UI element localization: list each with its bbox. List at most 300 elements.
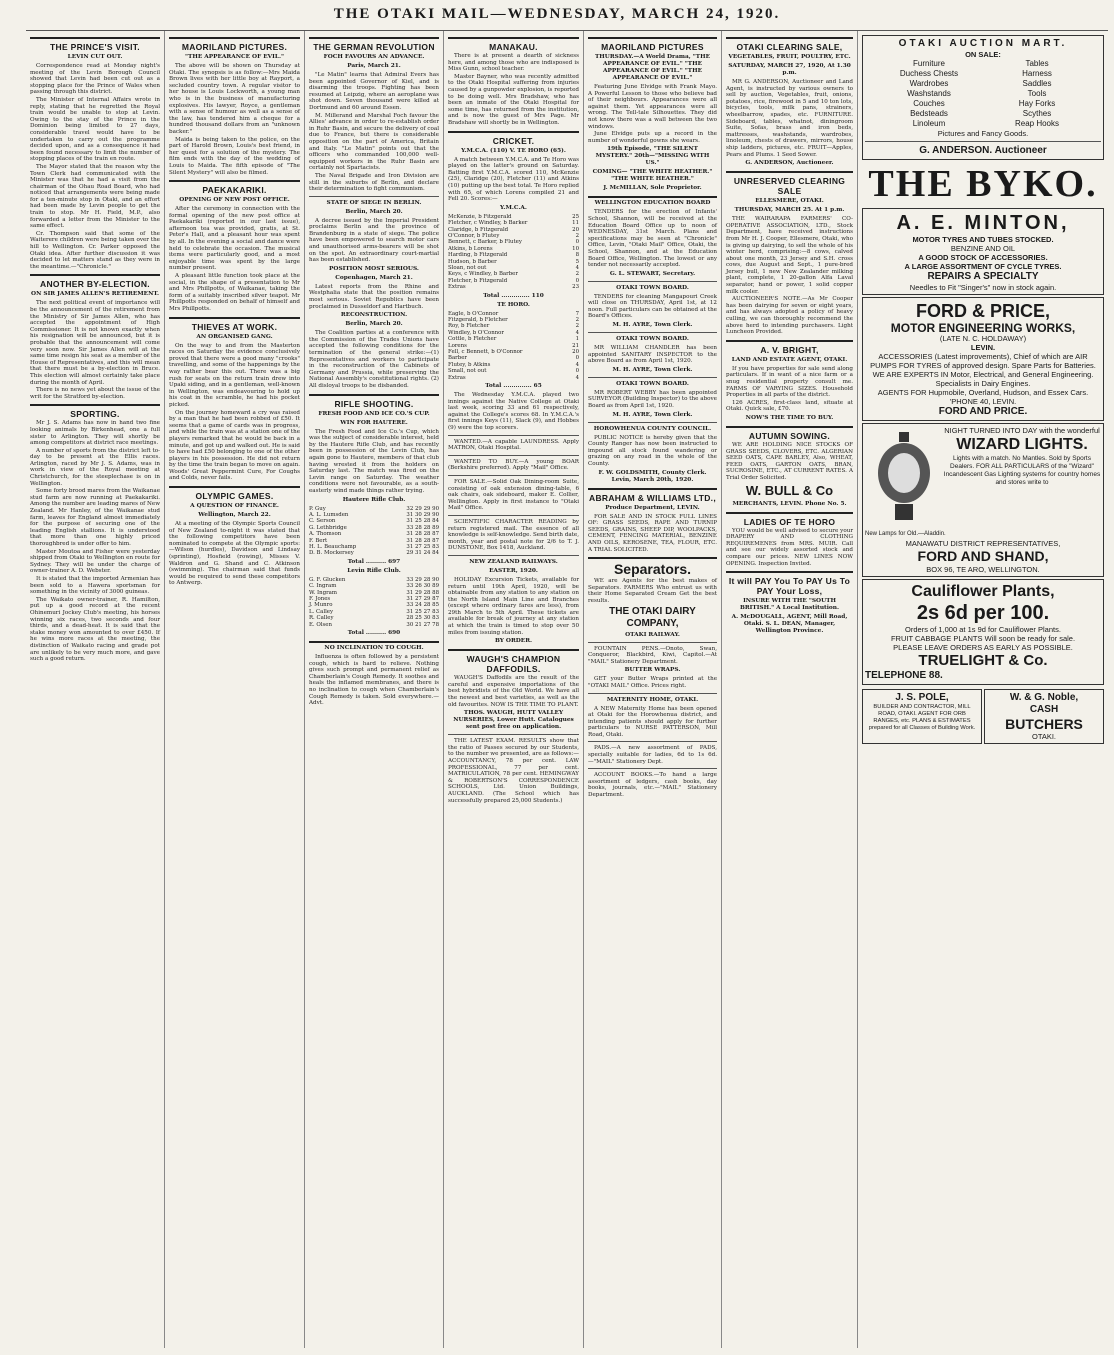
signature: F. W. GOLDSMITH, County Clerk. Levin, March 20th, 1920.	[598, 469, 707, 483]
ad-line: WE ARE EXPERTS IN Motor, Electrical, and General Engineering. Specialists in Dairy Engines.	[872, 370, 1094, 388]
paragraph: Mr J. S. Adams has now in hand two fine looking animals by Birkenhead, one a full sister to Arlington. They will shortly be among competitors at district race meetings.	[30, 420, 160, 447]
score: 33 28 28 89	[406, 524, 439, 531]
score: 0	[575, 368, 579, 375]
paragraph: Maida is being taken to the police, on the part of Harold Brown, Louis's best friend, in her quest for a solution of the mystery. The film ends with the day of the wedding of Louis to Maida. The fifth episode of "The Silent Mystery" will also be filmed.	[169, 136, 300, 176]
column-1	[26, 31, 165, 1348]
ad-line: TELEPHONE 88.	[865, 670, 943, 681]
table-row	[309, 622, 439, 628]
table-row	[448, 375, 579, 381]
player-name: Lorens	[448, 342, 467, 349]
score: 29 31 24 84	[406, 550, 439, 557]
ad-ford-price	[862, 297, 1104, 421]
paragraph: Master Bayner, who was recently admitted to the Otaki Hospital suffering from injuries caused by a gunpowder explosion, is reported to be doing well. Mrs Bradshaw, who has been an inmate of the Otaki Hospital for some time, has returned from the institution, and is now the guest of Mrs Page. Mr Bradshaw will shortly be in Wellington.	[448, 73, 579, 126]
paragraph: HOLIDAY Excursion Tickets, available for return until 19th April, 1920, will be obtainable from any station to any station on the North Island Main Line and Branches (except where ordinary fares are less), from 29th March to 5th April. These tickets are available for break of journey at any station at which the train is timed to stop over 50 miles from issuing station.	[448, 576, 579, 636]
paragraph: On the way to and from the Masterton races on Saturday the evidence conclusively proved that there were a good many "crooks" travelling, and some of the happenings by the way rather bear this out. There was a big rush for seats on the return train drew into Upaki siding, and in a gentleman, well-known in Wellington, was endeavouring to hold up his coat in the scramble, he had his pocket picked.	[169, 342, 300, 408]
paragraph: WAUGH'S Daffodils are the result of the careful and expensive importations of the best hybridists of the Old World. We have all the newest and best varieties, as well as the old favourites. NOW IS THE TIME TO PLANT.	[448, 675, 579, 708]
paragraph: GET your Butter Wraps printed at the "OTAKI MAIL" Office. Prices right.	[588, 676, 717, 689]
player-name: E. Olsen	[309, 621, 332, 628]
ymca-scores-table	[448, 214, 579, 291]
subhead: THURSDAY.—A World Drama, "THE APPEARANCE OF EVIL." "THE APPEARANCE OF EVIL." "THE APPEARANCE OF EVIL."	[594, 54, 711, 81]
ad-line: Orders of 1,000 at 1s 9d for Cauliflower Plants.	[905, 625, 1061, 634]
paragraph: Cr. Thompson said that some of the Waiterere children were being taken over the hill to Wellington. Cr. Parker opposed the Otaki idea. After further discussion it was decided to let matters stand as they were in the meantime.—"Chronicle."	[30, 230, 160, 270]
paragraph: There is at present a dearth of sickness here, and among those who are indisposed is Miss Gunn, school teacher.	[448, 53, 579, 73]
paragraph: A pleasant little function took place at the social, in the shape of a presentation to Mr and Mrs Phillpotts, of Waikanae, taking the form of a suitably inscribed silver teapot. Mr Phillpotts responded on behalf of himself and Mrs Phillpotts.	[169, 273, 300, 312]
list-item: Washstands	[907, 89, 951, 98]
headline-thieves: THIEVES AT WORK.	[191, 321, 278, 332]
player-name: C. Serson	[309, 518, 336, 525]
paragraph: The Waikato owner-trainer, R. Hamilton, put up a good record at the recent Ohinemuri Jockey Club's meeting, his horses winning six races, two seconds and four thirds, and a dead-heat. It is said that the stake money won amounted to over £450. If he wins more races at the meeting, the distinction of Waikato racing and grade pot are unlikely to be very much more, and gave such a good return.	[30, 596, 160, 663]
paragraph: The Mayor stated that the reason why the Town Clerk had communicated with the Minister was that he had a visit from the chairman of the Ohau Road Board, who had noticed that arrangements were being made for a ten-minute stop in Otaki, and an effort had been made by Levin people to get the train to stop. Mr H. Field, M.P., also forwarded a letter from the Minister to the same effect.	[30, 163, 160, 230]
paragraph: A number of sports from the district left to-day to be present at the Ellis races. Arlington, raced by Mr J. S. Adams, was in work in view of the Royal meeting at Christchurch, for the steeplechase is on in Wellington.	[30, 447, 160, 487]
paragraph: It is stated that the imported Armenian has been sold to a Hawera sportsman for something in the vicinity of 3000 guineas.	[30, 575, 160, 596]
headline-separators: Separators.	[613, 561, 692, 578]
newspaper-page	[26, 30, 1108, 1348]
player-name: Fitzgerald, b Fletcher	[448, 316, 508, 323]
ad-line: MANAWATU DISTRICT REPRESENTATIVES,	[905, 539, 1061, 548]
paragraph: "Le Matin" learns that Admiral Evers has been appointed Governor of Kiel, and is disarming the troops. Fighting has been resumed at Leipzig, where an aeroplane was shot down. Seven thousand were killed at Dortmund and 60 around Essen.	[309, 72, 439, 111]
hautere-scores-table	[309, 506, 439, 557]
headline-unreserved-sale: UNRESERVED CLEARING SALE	[733, 176, 846, 197]
signature: BY ORDER.	[494, 638, 533, 645]
classified-ad: WANTED.—A capable LAUNDRESS. Apply MATRON, Otaki Hospital.	[448, 438, 579, 452]
ad-line: MOTOR TYRES AND TUBES STOCKED.	[912, 235, 1054, 244]
dateline: Paris, March 21.	[347, 63, 401, 69]
list-item: Linoleum	[912, 119, 946, 128]
player-name: Fell, c Bennett, b O'Connor	[448, 349, 523, 355]
player-name: H. L. Beauchamp	[309, 543, 357, 550]
score: 31 30 29 90	[406, 511, 439, 518]
paragraph: The above will be shown on Thursday at Otaki. The synopsis is as follow:—Mrs Maida Brown lives with her little boy at Rayport, a secluded country town. A regular visitor to her house is Louis Lockworth, a young man who is in the business of manufacturing explosives. His lawyer, Royce, a gentleman with a sense of humour as well as a sense of the law, has tendered him a cheque for a hundred thousand dollars from an "unknown backer."	[169, 63, 300, 135]
paragraph: A NEW Maternity Home has been opened at Otaki for the Horowhenua district, and intending patients should apply for further particulars to NURSE PATTERSON, Mill Road, Otaki.	[588, 705, 717, 738]
player-name: Bennett, c Barker, b Flutey	[448, 239, 522, 246]
headline-autumn-sowing: AUTUMN SOWING.	[748, 430, 831, 441]
paragraph: On the journey homeward a cry was raised by a man that he had been robbed of £50. It seems that a game of cards was in progress, and while the train was at a station one of the players remarked that he would be back in a minute, and got up and walked out. He is said to have had £50 belonging to one of the other players in his possession. He did not return by the time the train began to move on again. Woods' Great Peppermint Cure, For Coughs and Colds, never fails.	[169, 409, 300, 482]
ad-signature: G. ANDERSON. Auctioneer	[919, 145, 1047, 156]
score: 4	[575, 264, 579, 271]
ad-line: BENZINE AND OIL	[950, 244, 1016, 253]
score: 20	[572, 349, 579, 355]
lamp-icon	[869, 428, 939, 528]
score: 8	[575, 252, 579, 259]
player-name: A. Thomson	[309, 531, 342, 538]
ad-footer: Pictures and Fancy Goods.	[937, 129, 1029, 138]
player-name: O'Connor, b Flutey	[448, 232, 500, 239]
paragraph: MR ROBERT WEBBY has been appointed SURVEYOR (Building Inspector) to the above Board as from April 1st, 1920.	[588, 389, 717, 410]
paragraph: M. Millerand and Marshal Foch favour the Allies' advance in order to re-establish order in Ruhr Basin, and secure the delivery of coal due to France, but there is considerable opposition on the part of America, Britain and Italy. "Le Matin" points out that the officers who commanded 100,000 well-equipped workers in the Ruhr Basin are certainly not Spartacists.	[309, 112, 439, 172]
paragraph: There is no news yet about the issue of the writ for the Stratford by-election.	[30, 387, 160, 400]
player-name: Cottle, b Fletcher	[448, 336, 497, 343]
player-name: L. Calley	[309, 608, 334, 615]
ad-line: PLEASE LEAVE ORDERS AS EARLY AS POSSIBLE.	[893, 643, 1073, 652]
paragraph: THE WAIRARAPA FARMERS' CO-OPERATIVE ASSOCIATION, LTD., Stock Department, have received instructions from Mr H. J. Cooper, Ellesmere, Otaki, who is giving up dairying, to sell the whole of his winter herd, comprising:—8 cows, calved about one month, 23 Jersey and S.H. cross cows, due August and Sept., 1 pure-bred Jersey bull, 1 new New Zealander milking plant, complete, 1 20-gallon Alfa Laval separator, hand or power, 1 solid copper milk cooler.	[726, 216, 853, 295]
score: 2	[575, 316, 579, 323]
paragraph: MR WILLIAM CHANDLER has been appointed SANITARY INSPECTOR to the above Board as from April 1st, 1920.	[588, 345, 717, 365]
signature: M. H. AYRE, Town Clerk.	[612, 322, 693, 329]
score: 31 25 28 84	[406, 518, 439, 525]
player-name: C. Ingram	[309, 583, 337, 590]
subhead: Y.M.C.A. (110) V. TE HORO (65).	[461, 147, 566, 154]
list-item: Harness	[1022, 69, 1052, 78]
list-item: Reap Hooks	[1014, 119, 1060, 128]
list-item: Bedsteads	[910, 109, 948, 118]
dateline: Wellington, March 22.	[198, 512, 271, 519]
subhead: NEW ZEALAND RAILWAYS.	[469, 558, 558, 565]
player-name: Sloan, not out	[448, 264, 487, 271]
headline-rifle-shooting: RIFLE SHOOTING.	[334, 398, 414, 409]
list-item: Couches	[913, 99, 945, 108]
headline-sporting: SPORTING.	[70, 409, 120, 420]
ad-cauliflower	[862, 579, 1104, 685]
list-item: Tables	[1025, 59, 1049, 68]
score: 1	[575, 336, 579, 343]
ad-line: BUILDER AND CONTRACTOR, MILL ROAD, OTAKI. AGENT FOR ORB RANGES, etc. PLANS & ESTIMATES prepared for all Classes of Building Work.	[868, 704, 976, 731]
subhead: MATERNITY HOME, OTAKI.	[606, 696, 699, 703]
paragraph: TENDERS for cleaning Mangapouri Creek will close on THURSDAY, April 1st, at 12 noon. Full particulars can be obtained at the Board's Offices.	[588, 293, 717, 320]
table-total: Total .............. 65	[485, 383, 542, 390]
paragraph: PADS.—A new assortment of PADS, specially suitable for ladies, 6d to 1s 6d.—"MAIL" Stationery Dept.	[588, 745, 717, 765]
player-name: G. Lethbridge	[309, 524, 347, 531]
player-name: G. F. Glucken	[309, 576, 346, 583]
score: 28 25 30 83	[406, 615, 439, 622]
column-4	[444, 31, 584, 1348]
paragraph: Influenza is often followed by a persistent cough, which is hard to relieve. Nothing gives such prompt and permanent relief as Chamberlain's Cough Remedy. It soothes and heals the inflamed membranes, and there is no inclination to cough when Chamberlain's Cough Remedy is taken. Sold everywhere.—Advt.	[309, 654, 439, 707]
player-name: D. B. Mockersey	[309, 550, 354, 557]
ad-title: Cauliflower Plants,	[911, 583, 1055, 600]
ad-line: 'PHONE 40, LEVIN.	[949, 397, 1017, 406]
headline-otaki-dairy: THE OTAKI DAIRY COMPANY,	[609, 605, 696, 629]
ad-line: Needles to Fit "Singer's" now in stock again.	[909, 283, 1057, 292]
headline-bright: A. V. BRIGHT,	[760, 344, 819, 355]
ad-title: A. E. MINTON,	[896, 212, 1070, 234]
te-horo-scores-table	[448, 311, 579, 381]
player-name: Roy, b Fletcher	[448, 323, 490, 330]
player-name: Harding, b Fitzgerald	[448, 252, 508, 259]
paragraph: MR G. ANDERSON, Auctioneer and Land Agent, is instructed by various owners to sell by auction, Vegetables, fruit, onions, potatoes, rice, firewood in 5 and 10 ton lots, bicycles, tools, milk pans, strainers, wheelbarrow, spades, etc. FURNITURE. Sideboard, tables, whatnot, diningroom Suite, Sofas, brass and iron beds, mattresses, washstands, wardrobes, linoleum, chests of drawers, mirrors, house ship ladders, pictures, etc. FRUIT—Apples, Pears and Plums. 1 Seed Sower.	[726, 79, 853, 158]
paragraph: FOR SALE AND IN STOCK FULL LINES OF: GRASS SEEDS, RAPE AND TURNIP SEEDS, GRAINS, SHEEP DIP, WOOLPACKS, CEMENT, FENCING MATERIAL, BENZINE AND OILS, KEROSENE, TEA, FLOUR, ETC. A TRIAL SOLICITED.	[588, 513, 717, 553]
score: 4	[575, 361, 579, 368]
levin-scores-table	[309, 577, 439, 628]
player-name: Keys, c Windley, b Barber	[448, 271, 518, 278]
subhead: STATE OF SIEGE IN BERLIN.	[326, 199, 422, 206]
ad-line: ACCESSORIES (Latest improvements), Chief of which are AIR PUMPS FOR TYRES of approved design. Spare Parts for Batteries.	[870, 352, 1096, 370]
subhead: OPENING OF NEW POST OFFICE.	[179, 197, 290, 204]
score: 25	[572, 213, 579, 220]
table-title: Hautere Rifle Club.	[342, 496, 406, 503]
paragraph: Featuring June Elvidge with Frank Mayo. A Powerful Lesson to those who believe bad of their neighbours. Appearances were all against them. Yet appearances were all wrong. The Tell-tale Silhouettes. They did not know there was a wall between the two windows.	[588, 84, 717, 130]
score: 0	[575, 277, 579, 284]
list-item: Furniture	[912, 59, 945, 68]
list-item: Tools	[1027, 89, 1047, 98]
subhead: LAND AND ESTATE AGENT, OTAKI.	[731, 356, 848, 363]
ad-line: AGENTS FOR Hupmobile, Overland, Hudson, and Essex Cars.	[877, 388, 1089, 397]
player-name: P. Guy	[309, 505, 326, 512]
subhead: WELLINGTON EDUCATION BOARD	[594, 200, 711, 207]
paragraph: The Fresh Food and Ice Co.'s Cup, which was the subject of considerable interest, held by the Hautere Rifle Club, and has recently been in possession of the Levin Club, has again gone to Hautere, members of that club having wrested it from the holders on Saturday last. The match was fired on the Levin range on Saturday. The weather conditions were not favourable, as a south-easterly wind made things rather trying.	[309, 428, 439, 494]
score: 0	[575, 239, 579, 246]
headline-daffodils: WAUGH'S CHAMPION DAFFODILS.	[466, 654, 561, 675]
headline-abraham-williams: ABRAHAM & WILLIAMS LTD.,	[589, 492, 716, 503]
ad-title: J. S. POLE,	[895, 692, 949, 703]
paragraph: At a meeting of the Olympic Sports Council of New Zealand to-night it was stated that the following competitors have been nominated to compete at the Olympic sports:—Wilson (hurdles), Davidson and Lindsay (sprinting), Hosfield (rowing), Misses V. Waldron and G. Shand and C. Atkinson (swimming). The chairman said that funds would be required to send these competitors to Antwerp.	[169, 521, 300, 587]
subhead: WIN FOR HAUTERE.	[340, 419, 408, 426]
ad-line: BUTCHERS	[1005, 716, 1083, 732]
ad-line: CASH	[1029, 704, 1059, 715]
paragraph: A decree issued by the Imperial President proclaims Berlin and the province of Brandenburg in a state of siege. The police have been empowered to search motor cars and unauthorised arms-bearers will be shot on the spot. An extraordinary court-martial has been established.	[309, 217, 439, 264]
ad-line: OTAKI.	[1031, 732, 1057, 741]
player-name: Extras	[448, 374, 466, 381]
subhead: OTAKI TOWN BOARD.	[616, 284, 689, 291]
score: 4	[575, 374, 579, 381]
paragraph: ACCOUNT BOOKS.—To hand a large assortment of ledgers, cash books, day books, journals, etc.—"MAIL" Stationery Department.	[588, 772, 717, 799]
player-name: Barber	[448, 355, 467, 362]
column-5	[584, 31, 722, 1348]
paragraph: The next political event of importance will be the announcement of the retirement from the Ministry of Sir James Allen, who has accepted the appointment of High Commissioner. It is not known exactly when his resignation will be announced, but it is probable that the announcement will come very soon now. Sir James Allen will at the same time resign his seat as a member of the House of Representatives, and this will mean that there must be a by-election in Bruce. This election will almost certainly take place during the month of April.	[30, 300, 160, 386]
ad-title: FORD & PRICE,	[915, 301, 1050, 321]
player-name: R. Calley	[309, 615, 334, 622]
column-7-ads	[858, 31, 1108, 1348]
list-item: Duchess Chests	[899, 69, 959, 78]
paragraph: June Elvidge puts up a record in the number of wonderful gowns she wears.	[588, 131, 717, 144]
score: 11	[572, 220, 579, 227]
paragraph: Correspondence read at Monday night's meeting of the Levin Borough Council showed that Levin had been cut out as a stopping place for the Prince of Wales when passing through this district.	[30, 63, 160, 96]
ad-price: 2s 6d per 100.	[916, 602, 1050, 624]
subhead: POSITION MOST SERIOUS.	[329, 265, 419, 272]
score: 5	[575, 258, 579, 265]
score: 31 28 28 87	[406, 537, 439, 544]
ad-line: REPAIRS A SPECIALTY	[927, 271, 1039, 282]
paragraph: Some forty brood mares from the Waikanae stud farm are now running at Paekakariki. Among the number are leading mares of New Zealand. Mr Hanley, of the Waikanae stud farm, leaves for England almost immediately for the purpose of securing one of the leading English stallions. It is understood that more than one highly priced thoroughbred is under offer to him.	[30, 488, 161, 547]
ad-title: OTAKI AUCTION MART.	[898, 38, 1068, 49]
ad-auction-mart	[862, 35, 1104, 160]
subhead: "THE APPEARANCE OF EVIL."	[185, 54, 284, 60]
list-item: Scythes	[1022, 109, 1052, 118]
dateline: THURSDAY, MARCH 25. At 1 p.m.	[734, 207, 845, 214]
ad-title: W. & G. Noble,	[1009, 692, 1079, 703]
headline-paekakariki: PAEKAKARIKI.	[202, 185, 267, 196]
paragraph: PUBLIC NOTICE is hereby given that the County Ranger has now been instructed to impound all stock found wandering or grazing on any road in the whole of the County.	[588, 434, 717, 467]
signature: G. L. STEWART, Secretary.	[609, 270, 696, 277]
ad-line: FORD AND PRICE.	[938, 406, 1028, 417]
paragraph: TENDERS for the erection of Infants' School, Shannon, will be received at the Education Board Office up to noon of WEDNESDAY, 31st March. Plans and specifications may be seen at "Chronicle" Office, Levin, "Otaki Mail" Office, Otaki, the School, Shannon, and at the Education Board Office, Wellington. The lowest or any tender not necessarily accepted.	[588, 209, 717, 269]
subhead: LEVIN CUT OUT.	[67, 54, 123, 60]
score: 31 25 27 83	[406, 608, 439, 615]
ad-line: Lights with a match. No Mantles. Sold by Sports Dealers. FOR ALL PARTICULARS of the "Wizard" Incandescent Gas Lighting systems for country homes and stores write to	[943, 455, 1101, 486]
paragraph: A match between Y.M.C.A. and Te Horo was played on the latter's ground on Saturday. Batting first Y.M.C.A. scored 110, McKenzie (25), Claridge (20), Fletcher (11) and Atkins (10) putting up the best total. Te Horo replied with 65, of which Lorens compiled 21 and Fell 20. Scores:—	[448, 156, 579, 203]
paragraph: Master Moutoa and Fisher were yesterday shipped from Otaki to Wellington en route for Sydney. They will be under the charge of owner-trainer A. D. Webster.	[30, 548, 160, 575]
column-2	[165, 31, 305, 1348]
column-3	[305, 31, 444, 1348]
player-name: Extras	[448, 284, 466, 291]
signature: G. ANDERSON, Auctioneer.	[745, 160, 834, 167]
ad-line: FORD AND SHAND,	[917, 548, 1049, 564]
ad-line: New Lamps for Old.—Aladdin.	[865, 531, 946, 537]
ad-line: TRUELIGHT & Co.	[918, 652, 1048, 669]
signature: A. McDOUGALL, AGENT, Mill Road, Otaki. S. L. DEAN, Manager, Wellington Province.	[731, 614, 848, 635]
subhead: MERCHANTS, LEVIN. Phone No. 5.	[732, 500, 847, 507]
paragraph: FOUNTAIN PENS.—Onoto, Swan, Conqueror, Blackbird, Kiwi, Capitol.—At "MAIL" Stationery Department.	[588, 645, 717, 665]
score: 33 26 30 89	[406, 583, 439, 590]
score: 32 29 29 90	[406, 505, 439, 512]
subhead: 19th Episode, "THE SILENT MYSTERY." 20th—"MISSING WITH US."	[595, 146, 710, 167]
player-name: Flutey, b Atkins	[448, 361, 491, 368]
advertiser: THOS. WAUGH, HUTT VALLEY NURSERIES, Lower Hutt. Catalogues sent post free on application.	[453, 710, 574, 731]
signature: J. McMILLAN, Sole Proprietor.	[603, 185, 702, 192]
ad-noble	[984, 689, 1104, 744]
table-title: TE HORO.	[497, 301, 530, 308]
table-row	[309, 550, 439, 556]
signature: M. H. AYRE, Town Clerk.	[612, 366, 693, 373]
score: 33 24 28 85	[406, 602, 439, 609]
subhead: OTAKI RAILWAY.	[625, 631, 680, 638]
subhead: NOW'S THE TIME TO BUY.	[745, 414, 834, 421]
headline-bull-co: W. BULL & Co	[745, 482, 834, 498]
headline-olympic: OLYMPIC GAMES.	[195, 491, 274, 502]
ad-wizard-lights	[862, 423, 1104, 577]
dateline: Berlin, March 20.	[345, 208, 403, 215]
classified-ad: WANTED TO BUY.—A young BOAR (Berkshire preferred). Apply "Mail" Office.	[448, 458, 579, 472]
classified-ad: SCIENTIFIC CHARACTER READING by return registered mail. The essence of all knowledge is self-knowledge. Send birth date, month, year and postal note for 2/6 to T. J. DUNSTONE, Box 1418, Auckland.	[448, 518, 579, 552]
headline-manakau: MANAKAU.	[489, 42, 538, 52]
ad-pole	[862, 689, 982, 744]
paragraph: AUCTIONEER'S NOTE.—As Mr Cooper has been dairying for seven or eight years, and has always adopted a policy of heavy culling, we can thoroughly recommend the above herd to intending purchasers. Light Luncheon Provided.	[726, 296, 853, 336]
masthead: THE OTAKI MAIL—WEDNESDAY, MARCH 24, 1920.	[333, 6, 781, 22]
player-name: Claridge, b Fitzgerald	[448, 226, 509, 233]
paragraph: The Minister of Internal Affairs wrote in reply, stating that he regretted the Royal train would be unable to stop at Levin. Owing to the stay of the Prince in the Dominion being limited to 27 days, considerable travel would have to be undertaken to carry out the programme decided upon, and as a consequence it had been found necessary to limit the number of stopping places of the train en route.	[30, 96, 160, 163]
headline-cricket: CRICKET.	[492, 135, 535, 146]
paragraph: After the ceremony in connection with the formal opening of the new post office at Paekakariki (reported in our last issue), afternoon tea was provided, gratis, at St. Peter's Hall, and a pleasant hour was spent by all. In the evening a social and dance were held to celebrate the occasion. The musical items were particularly good, and a most enjoyable time was spent by the large number present.	[169, 206, 300, 272]
list-item: Hay Forks	[1018, 99, 1056, 108]
headline-maoriland-pictures: MAORILAND PICTURES.	[181, 42, 288, 52]
headline-pay-you: It will PAY You To PAY Us To PAY Your Loss,	[728, 576, 851, 597]
table-title: Levin Rifle Club.	[347, 567, 401, 574]
headline-german-revolution: THE GERMAN REVOLUTION	[313, 42, 435, 52]
score: 31 27 29 87	[406, 595, 439, 602]
score: 33 29 28 90	[406, 576, 439, 583]
subhead: INSURE WITH THE "SOUTH BRITISH." A Local Institution.	[739, 598, 840, 612]
player-name: W. Ingram	[309, 589, 337, 596]
classified-ad: FOR SALE.—Solid Oak Dining-room Suite, consisting of oak extension dining-table, 6 oak chairs, oak sideboard, maker E. Collier, Wellington. Apply in first instance to "Otaki Mail" Office.	[448, 478, 579, 512]
score: 23	[572, 284, 579, 291]
subhead: A QUESTION OF FINANCE.	[190, 503, 279, 510]
player-name: Small, not out	[448, 368, 487, 375]
player-name: J. Munro	[309, 602, 333, 609]
ad-line: FRUIT CABBAGE PLANTS Will soon be ready for sale.	[890, 634, 1076, 643]
ad-title: WIZARD LIGHTS.	[956, 436, 1088, 453]
subhead: FOCH FAVOURS AN ADVANCE.	[323, 54, 425, 60]
paragraph: YOU would be well advised to secure your DRAPERY AND CLOTHING REQUIREMENES from MRS. MUIR. Call and see our widely assorted stock and compare our prices. NEW LINES NOW OPENING. Inspection Invited.	[726, 527, 853, 567]
subhead: FRESH FOOD AND ICE CO.'S CUP.	[318, 410, 430, 417]
subhead: NO INCLINATION TO COUGH.	[324, 645, 424, 651]
subhead: HOROWHENUA COUNTY COUNCIL.	[593, 425, 712, 432]
player-name: Eagle, b O'Connor	[448, 310, 499, 317]
ad-line: BOX 96, TE ARO, WELLINGTON.	[926, 565, 1040, 574]
player-name: Fletcher, b Fitzgerald	[448, 277, 508, 284]
score: 2	[575, 323, 579, 330]
ad-line: MOTOR ENGINEERING WORKS,	[890, 321, 1076, 335]
score: 31 29 28 88	[406, 589, 439, 596]
player-name: Windley, b O'Connor	[448, 329, 504, 336]
dateline: Copenhagen, March 21.	[335, 274, 413, 281]
subhead: VEGETABLES, FRUIT, POULTRY, ETC.	[728, 54, 851, 60]
subhead: ON SIR JAMES ALLEN'S RETIREMENT.	[31, 291, 159, 298]
ad-line: LEVIN.	[970, 343, 996, 352]
score: 7	[575, 310, 579, 317]
signature: M. H. AYRE, Town Clerk.	[612, 411, 693, 418]
score: 10	[572, 245, 579, 252]
player-name: Hudson, b Barber	[448, 258, 497, 265]
subhead: BUTTER WRAPS.	[624, 667, 681, 674]
ad-minton	[862, 208, 1104, 295]
table-row	[448, 284, 579, 290]
ad-byko: THE BYKO.	[868, 163, 1098, 205]
subhead: OTAKI TOWN BOARD.	[616, 336, 689, 343]
dateline: EASTER, 1920.	[489, 567, 538, 574]
paragraph: WE are Agents for the best makes of Separators. FARMERS Who entrust us with their Home Separated Cream Get the best results.	[588, 578, 717, 604]
score: 31 27 25 83	[406, 543, 439, 550]
column-6	[722, 31, 858, 1348]
list-item: Saddles	[1022, 79, 1052, 88]
table-title: Y.M.C.A.	[500, 204, 527, 211]
player-name: Fletcher, c Windley, b Barker	[448, 220, 528, 227]
dateline: SATURDAY, MARCH 27, 1920, At 1.30 p.m.	[728, 63, 851, 76]
paragraph: Latest reports from the Rhine and Westphalia state that the position remains most serious. Soviet Republics have been proclaimed in Dusseldorf and Hartbuch.	[309, 283, 439, 310]
score: 30 21 27 78	[406, 621, 439, 628]
ad-subtitle: ON SALE:	[965, 50, 1001, 59]
headline-otaki-clearing-sale: OTAKI CLEARING SALE,	[736, 42, 843, 52]
score: 31 28 28 87	[406, 531, 439, 538]
player-name: A. L. Lumsden	[309, 511, 349, 518]
paragraph: The Coalition parties at a conference with the Commission of the Trades Unions have accepted the following conditions for the termination of the general strike:—(1) Representatives and workers to participate in the reconstruction of the Cabinets of Germany and Prussia, while preserving the National Assembly's constitutional rights. (2) All disloyal troops to be disbanded.	[309, 330, 439, 389]
table-total: Total .............. 110	[483, 292, 544, 299]
score: 4	[575, 329, 579, 336]
headline-maoriland-pictures-ad: MAORILAND PICTURES	[601, 42, 704, 52]
score: 0	[575, 355, 579, 362]
paragraph: WE ARE HOLDING NICE STOCKS OF GRASS SEEDS, CLOVERS, ETC. ALGERIAN SEED OATS, CAPE BARLEY, Also, WHEAT, FEED OATS, GARTON OATS, BRAN, SUCROSINE, ETC., AT CURRENT RATES. A Trial Order Solicited.	[726, 441, 853, 481]
score: 2	[575, 271, 579, 278]
paragraph: The Naval Brigade and Iron Division are still in the suburbs of Berlin, and declare their determination to fight communism.	[309, 172, 439, 193]
list-item: Wardrobes	[909, 79, 949, 88]
subhead: ELLESMERE, OTAKI.	[755, 198, 824, 205]
headline-ladies-te-horo: LADIES OF TE HORO	[743, 516, 836, 527]
paragraph: THE LATEST EXAM. RESULTS show that the ratio of Passes secured by our Students, to the number we presented, are as follows:—ACCOUNTANCY, 78 per cent. LAW PROFESSIONAL, 77 per cent. MATRICULATION, 78 per cent. HEMINGWAY & ROBERTSON'S CORRESPONDENCE SCHOOLS, Ltd. Union Buildings, AUCKLAND. (The School which has successfully prepared 25,000 Students.)	[448, 738, 579, 804]
score: 21	[572, 342, 579, 349]
ad-line: NIGHT TURNED INTO DAY with the wonderful	[944, 426, 1100, 435]
subhead: OTAKI TOWN BOARD.	[616, 380, 689, 387]
player-name: F. Bert	[309, 537, 328, 544]
table-total: Total .......... 690	[347, 630, 401, 636]
paragraph: If you have properties for sale send along particulars. If in want of a nice farm or a snug residential property consult me. FARMS OF VARYING SIZES. Household Properties in all parts of the district.	[726, 365, 853, 399]
subhead: AN ORGANISED GANG.	[196, 333, 273, 340]
dateline: Berlin, March 20.	[345, 321, 403, 328]
ad-line: A LARGE ASSORTMENT OF CYCLE TYRES.	[904, 262, 1062, 271]
subhead: COMING— "THE WHITE HEATHER." "THE WHITE HEATHER."	[592, 169, 713, 183]
headline-by-election: ANOTHER BY-ELECTION.	[40, 279, 150, 290]
auction-items-list	[865, 59, 1101, 129]
player-name: McKenzie, b Fitzgerald	[448, 213, 512, 220]
ad-line: (LATE N. C. HOLDAWAY)	[939, 334, 1027, 343]
ad-line: A GOOD STOCK OF ACCESSORIES.	[918, 253, 1048, 262]
paragraph: The Wednesday Y.M.C.A. played two innings against the Native College at Otaki last week, scoring 33 and 61 respectively, against the College's scores 68. In Y.M.C.A.'s first innings Keys (11), Slack (9), and Hobbes (9) were the top scorers.	[448, 392, 579, 431]
subhead: Produce Department, LEVIN.	[605, 504, 700, 511]
score: 20	[572, 226, 579, 233]
score: 2	[575, 232, 579, 239]
table-total: Total .......... 697	[347, 558, 401, 565]
player-name: Atkins, b Lorens	[448, 245, 493, 252]
paragraph: 126 ACRES, first-class land, situate at Otaki. Quick sale, £70.	[726, 399, 853, 413]
subhead: RECONSTRUCTION.	[340, 312, 408, 319]
headline-princes-visit: THE PRINCE'S VISIT.	[50, 42, 140, 52]
player-name: F. Jones	[309, 595, 331, 602]
